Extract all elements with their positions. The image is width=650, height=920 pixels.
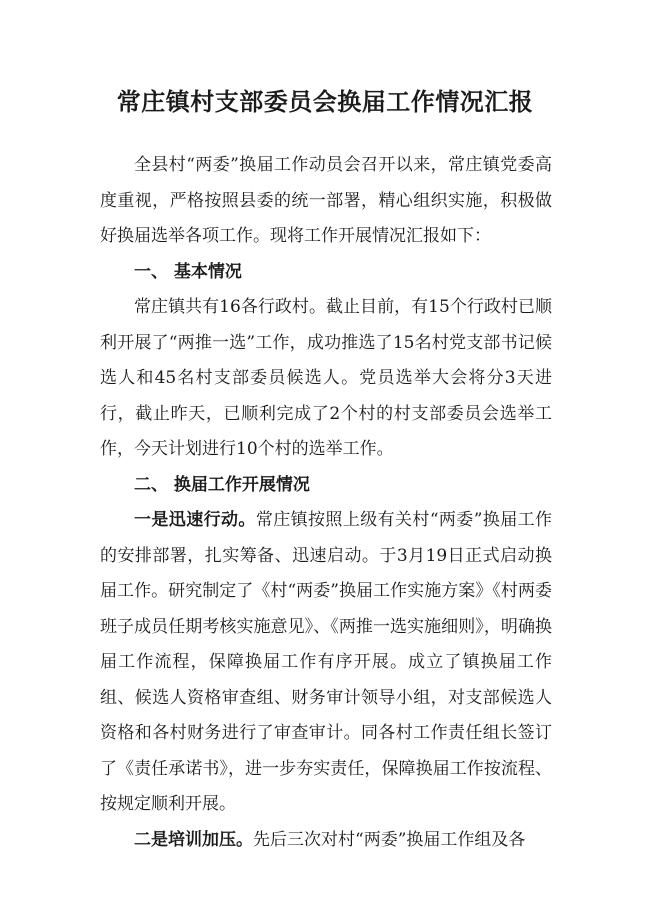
section-1-paragraph: 常庄镇共有16各行政村。截止目前，有15个行政村已顺利开展了“两推一选”工作，成功推选了15名村党支部书记候选人和45名村支部委员候选人。党员选举大会将分3天进行，截止昨天，已顺利完成了2个村的村支部委员会选举工作，今天计划进行10个村的选举工作。 xyxy=(100,297,552,459)
item-2-text: 先后三次对村“两委”换届工作组及各 xyxy=(253,829,526,850)
item-1-paragraph xyxy=(100,503,552,823)
item-2-paragraph xyxy=(100,823,552,859)
document-title: 常庄镇村支部委员会换届工作情况汇报 xyxy=(116,88,534,116)
document-body xyxy=(100,148,552,858)
section-2-heading: 二、 换届工作开展情况 xyxy=(134,474,310,495)
item-1-lead: 一是迅速行动。 xyxy=(134,510,256,530)
item-1-text: 常庄镇按照上级有关村“两委”换届工作的安排部署，扎实筹备、迅速启动。于3月19日正式启动换届工作。研究制定了《村“两委”换届工作实施方案》《村两委班子成员任期考核实施意见》、《两推一选实施细则》，明确换届工作流程，保障换届工作有序开展。成立了镇换届工作组、候选人资格审查组、财务审计领导小组，对支部候选人资格和各村财务进行了审查审计。同各村工作责任组长签订了《责任承诺书》，进一步夯实责任，保障换届工作按流程、按规定顺利开展。 xyxy=(100,510,553,814)
intro-paragraph: 全县村“两委”换届工作动员会召开以来，常庄镇党委高度重视，严格按照县委的统一部署，精心组织实施，积极做好换届选举各项工作。现将工作开展情况汇报如下： xyxy=(100,155,552,246)
section-1-heading: 一、 基本情况 xyxy=(134,261,242,282)
item-2-lead: 二是培训加压。 xyxy=(134,829,253,850)
